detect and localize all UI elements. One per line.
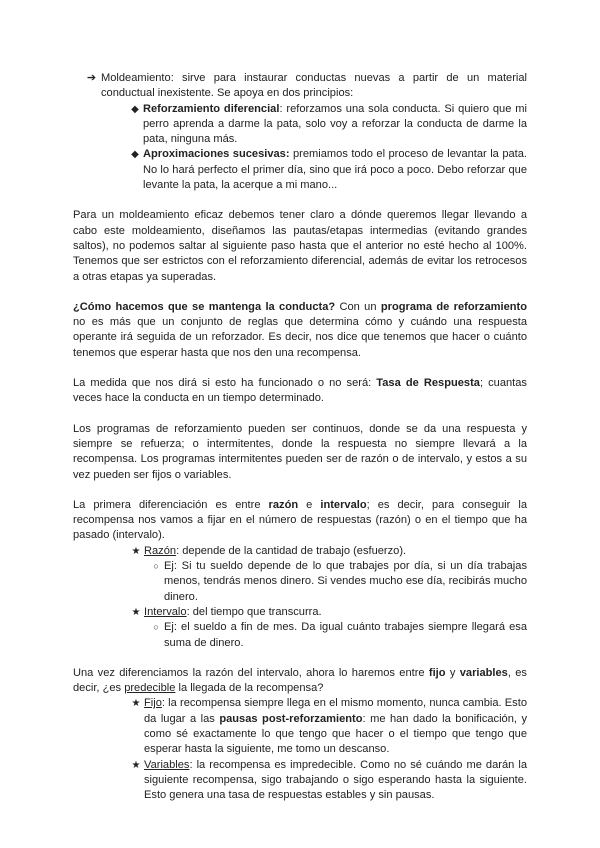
paragraph-moldeamiento-eficaz: Para un moldeamiento eficaz debemos tener claro a dónde queremos llegar llevando a cabo este moldeamiento, diseñamos las pautas/etapas intermedias (evitando grandes saltos), no podemos saltar al siguiente paso hasta que el anterior no esté hecho al 100%. Tenemos que ser estrictos con el reforzamiento diferencial, además de evitar los retrocesos a otras etapas ya superadas. xyxy=(73,209,527,283)
moldeamiento-label: Moldeamiento xyxy=(101,72,171,84)
bullet-fijo: ★ Fijo: la recompensa siempre llega en el mismo momento, nunca cambia. Esto da lugar a las pausas post-reforzamiento: me han dado la bonificación, y como sé exactamente lo que tengo que hacer o el tiempo que tengo que esperar hasta la siguiente, me tomo un descanso. xyxy=(128,696,527,757)
subbullet-reforzamiento-diferencial xyxy=(127,102,527,148)
subbullet-aproximaciones-sucesivas xyxy=(127,147,527,193)
star-bullet-icon: ★ xyxy=(131,698,141,710)
moldeamiento-text: Moldeamiento: sirve para instaurar conductas nuevas a partir de un material conductual inexistente. Se apoya en dos principios: xyxy=(101,72,527,100)
paragraph-mantener-conducta: ¿Cómo hacemos que se mantenga la conducta? Con un programa de reforzamiento no es más que un conjunto de reglas que determina cómo y cuándo una respuesta operante irá seguida de un reforzador. Es decir, nos dice que tenemos que hacer o cuánto tenemos que esperar hasta que nos den una recompensa. xyxy=(73,300,528,359)
paragraph-tasa-respuesta: La medida que nos dirá si esto ha funcionado o no será: Tasa de Respuesta; cuantas veces hace la conducta en un tiempo determinado. xyxy=(73,377,527,405)
question-heading: ¿Cómo hacemos que se mantenga la conducta? xyxy=(73,300,336,313)
diamond-bullet-icon: ◆ xyxy=(131,103,139,115)
paragraph-razon-intervalo: La primera diferenciación es entre razón e intervalo; es decir, para conseguir la recompensa nos vamos a fijar en el número de respuestas (razón) o en el tiempo que ha pasado (intervalo). xyxy=(73,498,527,542)
bullet-variables: ★ Variables: la recompensa es impredecible. Como no sé cuándo me darán la siguiente recompensa, sigo trabajando o sigo esperando hasta la siguiente. Esto genera una tasa de respuestas estables y sin pausas. xyxy=(128,758,527,804)
aproximaciones-sucesivas-text: Aproximaciones sucesivas: premiamos todo el proceso de levantar la pata. No lo hará perfecto el primer día, sino que irá poco a poco. Debo reforzar que levante la pata, la acerque a mi mano... xyxy=(143,148,527,192)
star-bullet-icon: ★ xyxy=(131,545,141,557)
diamond-bullet-icon: ◆ xyxy=(131,149,139,161)
paragraph-programas: Los programas de reforzamiento pueden ser continuos, donde se da una respuesta y siempre se refuerza; o intermitentes, donde la respuesta no siempre llevará a la recompensa. Los programas intermitentes pueden ser de razón o de intervalo, y estos a su vez pueden ser fijos o variables. xyxy=(73,422,527,481)
circle-bullet-icon: ○ xyxy=(153,622,159,633)
paragraph-fijo-variables: Una vez diferenciamos la razón del intervalo, ahora lo haremos entre fijo y variables, es decir, ¿es predecible la llegada de la recompensa? xyxy=(73,666,527,695)
bullet-moldeamiento xyxy=(82,71,527,102)
star-bullet-icon: ★ xyxy=(131,759,141,771)
arrow-bullet-icon: ➔ xyxy=(86,72,97,84)
bullet-intervalo: ★ Intervalo: del tiempo que transcurra. xyxy=(128,605,527,620)
star-bullet-icon: ★ xyxy=(131,606,141,618)
bullet-razon: ★ Razón: depende de la cantidad de trabajo (esfuerzo). xyxy=(128,544,527,559)
document-body xyxy=(73,71,527,803)
example-intervalo: ○ Ej: el sueldo a fin de mes. Da igual cuánto trabajes siempre llegará esa suma de dinero. xyxy=(148,620,527,651)
example-razon: ○ Ej: Si tu sueldo depende de lo que trabajes por día, si un día trabajas menos, tendrás menos dinero. Si vendes mucho ese día, recibirás mucho dinero. xyxy=(148,559,527,605)
circle-bullet-icon: ○ xyxy=(153,561,159,572)
reforzamiento-diferencial-text: Reforzamiento diferencial: reforzamos una sola conducta. Si quiero que mi perro aprenda a darme la pata, solo voy a reforzar la conducta de darme la pata, ninguna más. xyxy=(143,102,527,146)
